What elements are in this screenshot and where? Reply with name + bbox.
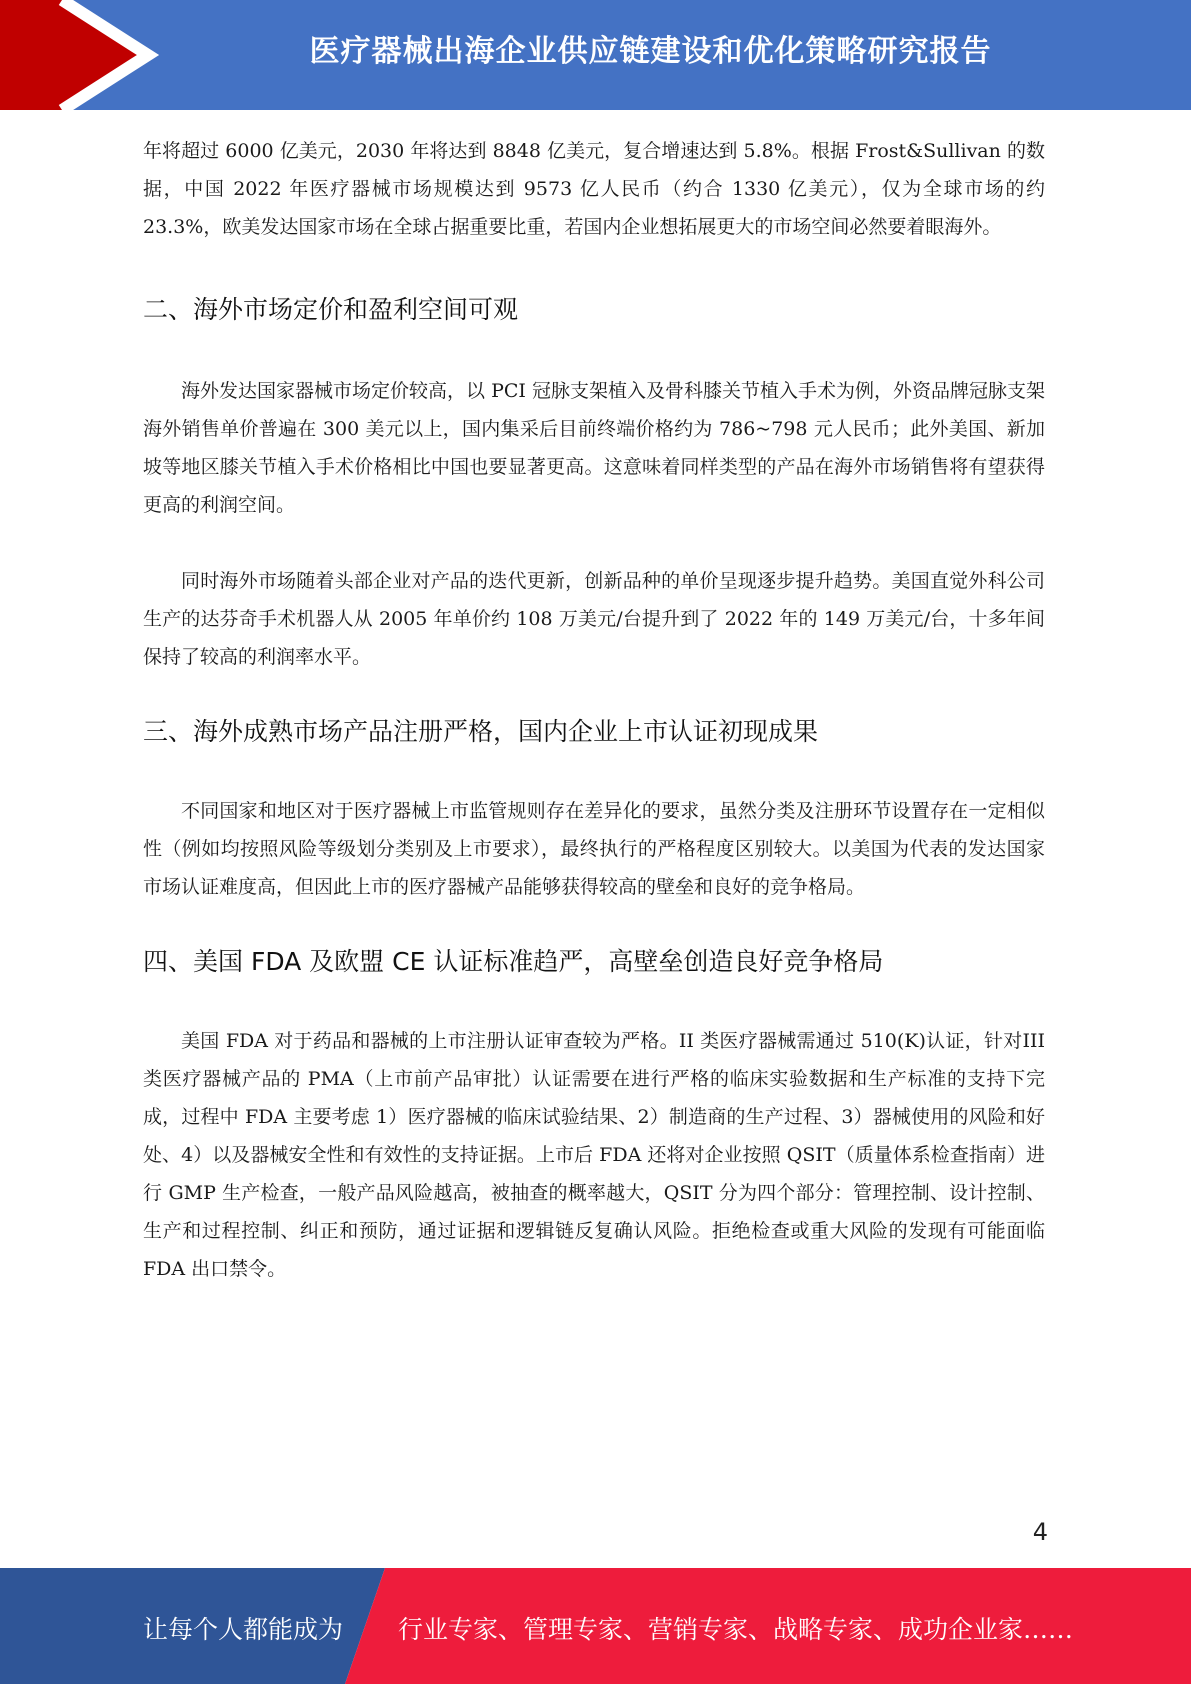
section2-paragraph-1: 海外发达国家器械市场定价较高，以 PCI 冠脉支架植入及骨科膝关节植入手术为例，外资品牌冠脉支架海外销售单价普遍在 300 美元以上，国内集采后目前终端价格约为 786~798 元人民币；此外美国、新加坡等地区膝关节植入手术价格相比中国也要显著更高。这意味着同样类型的产品在海外市场销售将有望获得更高的利润空间。 bbox=[143, 380, 1045, 516]
document-body bbox=[143, 132, 1045, 1288]
section3-paragraph-1: 不同国家和地区对于医疗器械上市监管规则存在差异化的要求，虽然分类及注册环节设置存在一定相似性（例如均按照风险等级划分类别及上市要求），最终执行的严格程度区别较大。以美国为代表的发达国家市场认证难度高，但因此上市的医疗器械产品能够获得较高的壁垒和良好的竞争格局。 bbox=[143, 800, 1045, 898]
section-heading-3: 三、海外成熟市场产品注册严格，国内企业上市认证初现成果 bbox=[143, 717, 819, 746]
page-number: 4 bbox=[1032, 1518, 1048, 1546]
section-heading-2: 二、海外市场定价和盈利空间可观 bbox=[143, 295, 519, 324]
report-title: 医疗器械出海企业供应链建设和优化策略研究报告 bbox=[309, 34, 992, 69]
section-heading-4: 四、美国 FDA 及欧盟 CE 认证标准趋严，高壁垒创造良好竞争格局 bbox=[143, 947, 884, 976]
header-banner bbox=[0, 0, 1191, 110]
intro-paragraph: 年将超过 6000 亿美元，2030 年将达到 8848 亿美元，复合增速达到 5.8%。根据 Frost&Sullivan 的数据，中国 2022 年医疗器械市场规模达到 9573 亿人民币（约合 1330 亿美元），仅为全球市场的约 23.3%，欧美发达国家市场在全球占据重要比重，若国内企业想拓展更大的市场空间必然要着眼海外。 bbox=[143, 140, 1045, 238]
footer-slogan-left: 让每个人都能成为 bbox=[143, 1615, 344, 1644]
section2-paragraph-2: 同时海外市场随着头部企业对产品的迭代更新，创新品种的单价呈现逐步提升趋势。美国直觉外科公司生产的达芬奇手术机器人从 2005 年单价约 108 万美元/台提升到了 2022 年的 149 万美元/台，十多年间保持了较高的利润率水平。 bbox=[143, 570, 1045, 668]
footer-slogan-right: 行业专家、管理专家、营销专家、战略专家、成功企业家…… bbox=[398, 1615, 1074, 1644]
section4-paragraph-1: 美国 FDA 对于药品和器械的上市注册认证审查较为严格。II 类医疗器械需通过 510(K)认证，针对III类医疗器械产品的 PMA（上市前产品审批）认证需要在进行严格的临床实验数据和生产标准的支持下完成，过程中 FDA 主要考虑 1）医疗器械的临床试验结果、2）制造商的生产过程、3）器械使用的风险和好处、4）以及器械安全性和有效性的支持证据。上市后 FDA 还将对企业按照 QSIT（质量体系检查指南）进行 GMP 生产检查，一般产品风险越高，被抽查的概率越大，QSIT 分为四个部分：管理控制、设计控制、生产和过程控制、纠正和预防，通过证据和逻辑链反复确认风险。拒绝检查或重大风险的发现有可能面临 FDA 出口禁令。 bbox=[143, 1030, 1045, 1280]
footer-banner bbox=[0, 1568, 1191, 1684]
